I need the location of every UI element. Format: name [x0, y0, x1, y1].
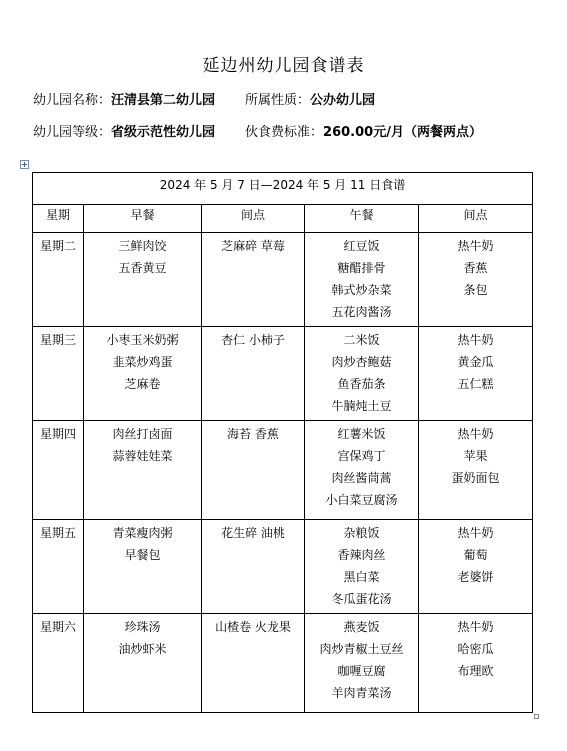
lunch-cell — [305, 614, 419, 713]
dish-item: 热牛奶 — [457, 526, 494, 540]
dish-item: 红薯米饭 — [337, 427, 386, 441]
breakfast-cell — [84, 520, 202, 614]
day-label: 星期二 — [39, 239, 76, 253]
breakfast-cell — [84, 421, 202, 520]
dish-item: 苹果 — [463, 449, 488, 463]
dish-item: 宫保鸡丁 — [337, 449, 386, 463]
dish-item: 咖喱豆腐 — [337, 664, 386, 678]
header-snack-2: 间点 — [419, 205, 533, 233]
dish-item: 老婆饼 — [457, 570, 494, 584]
info-line-2 — [33, 121, 482, 140]
dish-item: 布理欧 — [457, 664, 494, 678]
ownership-type-value: 公办幼儿园 — [310, 93, 376, 108]
dish-item: 五花肉酱汤 — [331, 305, 392, 319]
dish-item: 五仁糕 — [457, 377, 494, 391]
snack-1-cell — [202, 520, 305, 614]
dish-item: 二米饭 — [343, 333, 380, 347]
snack-1-cell — [202, 614, 305, 713]
day-label: 星期三 — [39, 333, 76, 347]
menu-table — [32, 172, 533, 713]
dish-item: 哈密瓜 — [457, 642, 494, 656]
dish-item: 杂粮饭 — [343, 526, 380, 540]
info-line-1 — [33, 89, 375, 108]
day-label: 星期四 — [39, 427, 76, 441]
dish-item: 牛腩炖土豆 — [331, 399, 392, 413]
dish-item: 冬瓜蛋花汤 — [331, 592, 392, 606]
snack-2-cell — [419, 520, 533, 614]
header-lunch: 午餐 — [305, 205, 419, 233]
dish-item: 羊肉青菜汤 — [331, 686, 392, 700]
day-cell — [33, 327, 84, 421]
kindergarten-grade-value: 省级示范性幼儿园 — [111, 125, 216, 140]
table-row — [33, 421, 533, 520]
dish-item: 香蕉 — [463, 261, 488, 275]
dish-item: 条包 — [463, 283, 488, 297]
dish-item: 肉丝打卤面 — [112, 427, 173, 441]
table-resize-handle-icon[interactable] — [534, 714, 539, 719]
dish-item: 燕麦饭 — [343, 620, 380, 634]
lunch-cell — [305, 233, 419, 327]
snack-2-cell — [419, 327, 533, 421]
header-breakfast: 早餐 — [84, 205, 202, 233]
dish-item: 芝麻卷 — [124, 377, 161, 391]
dish-item: 糖醋排骨 — [337, 261, 386, 275]
dish-item: 热牛奶 — [457, 427, 494, 441]
dish-item: 肉炒杏鲍菇 — [331, 355, 392, 369]
snack-1-cell — [202, 327, 305, 421]
breakfast-cell — [84, 327, 202, 421]
snack-2-cell — [419, 614, 533, 713]
dish-item: 油炒虾米 — [118, 642, 167, 656]
table-row — [33, 327, 533, 421]
breakfast-cell — [84, 614, 202, 713]
page-title: 延边州幼儿园食谱表 — [202, 56, 365, 76]
day-cell — [33, 614, 84, 713]
dish-item: 杏仁 小柿子 — [221, 333, 285, 347]
table-header-row — [33, 205, 533, 233]
snack-1-cell — [202, 233, 305, 327]
table-move-handle-icon[interactable] — [20, 160, 29, 169]
dish-item: 黄金瓜 — [457, 355, 494, 369]
day-cell — [33, 520, 84, 614]
breakfast-cell — [84, 233, 202, 327]
dish-item: 小枣玉米奶粥 — [106, 333, 179, 347]
ownership-type-label: 所属性质： — [245, 93, 311, 108]
dish-item: 韭菜炒鸡蛋 — [112, 355, 173, 369]
meal-fee-label: 伙食费标准： — [245, 125, 324, 140]
lunch-cell — [305, 421, 419, 520]
snack-1-cell — [202, 421, 305, 520]
dish-item: 蛋奶面包 — [451, 471, 500, 485]
header-snack-1: 间点 — [202, 205, 305, 233]
dish-item: 山楂卷 火龙果 — [215, 620, 291, 634]
table-row — [33, 614, 533, 713]
kindergarten-name-label: 幼儿园名称： — [33, 93, 112, 108]
day-label: 星期六 — [39, 620, 76, 634]
meal-fee-value: 260.00元/月（两餐两点） — [323, 125, 482, 140]
dish-item: 海苔 香蕉 — [227, 427, 279, 441]
dish-item: 五香黄豆 — [118, 261, 167, 275]
dish-item: 花生碎 油桃 — [221, 526, 285, 540]
dish-item: 肉丝酱茼蒿 — [331, 471, 392, 485]
header-day: 星期 — [33, 205, 84, 233]
dish-item: 葡萄 — [463, 548, 488, 562]
dish-item: 珍珠汤 — [124, 620, 161, 634]
lunch-cell — [305, 520, 419, 614]
dish-item: 蒜蓉娃娃菜 — [112, 449, 173, 463]
dish-item: 早餐包 — [124, 548, 161, 562]
dish-item: 黑白菜 — [343, 570, 380, 584]
dish-item: 热牛奶 — [457, 239, 494, 253]
snack-2-cell — [419, 233, 533, 327]
dish-item: 红豆饭 — [343, 239, 380, 253]
kindergarten-name-value: 汪清县第二幼儿园 — [111, 93, 216, 108]
day-cell — [33, 421, 84, 520]
dish-item: 肉炒青椒土豆丝 — [319, 642, 404, 656]
table-caption: 2024 年 5 月 7 日—2024 年 5 月 11 日食谱 — [33, 173, 533, 205]
dish-item: 韩式炒杂菜 — [331, 283, 392, 297]
table-row — [33, 520, 533, 614]
dish-item: 香辣肉丝 — [337, 548, 386, 562]
dish-item: 小白菜豆腐汤 — [325, 493, 398, 507]
dish-item: 芝麻碎 草莓 — [221, 239, 285, 253]
dish-item: 鱼香茄条 — [337, 377, 386, 391]
dish-item: 热牛奶 — [457, 620, 494, 634]
lunch-cell — [305, 327, 419, 421]
table-row — [33, 233, 533, 327]
dish-item: 热牛奶 — [457, 333, 494, 347]
day-cell — [33, 233, 84, 327]
dish-item: 青菜瘦肉粥 — [112, 526, 173, 540]
kindergarten-grade-label: 幼儿园等级： — [33, 125, 112, 140]
day-label: 星期五 — [39, 526, 76, 540]
dish-item: 三鲜肉饺 — [118, 239, 167, 253]
snack-2-cell — [419, 421, 533, 520]
